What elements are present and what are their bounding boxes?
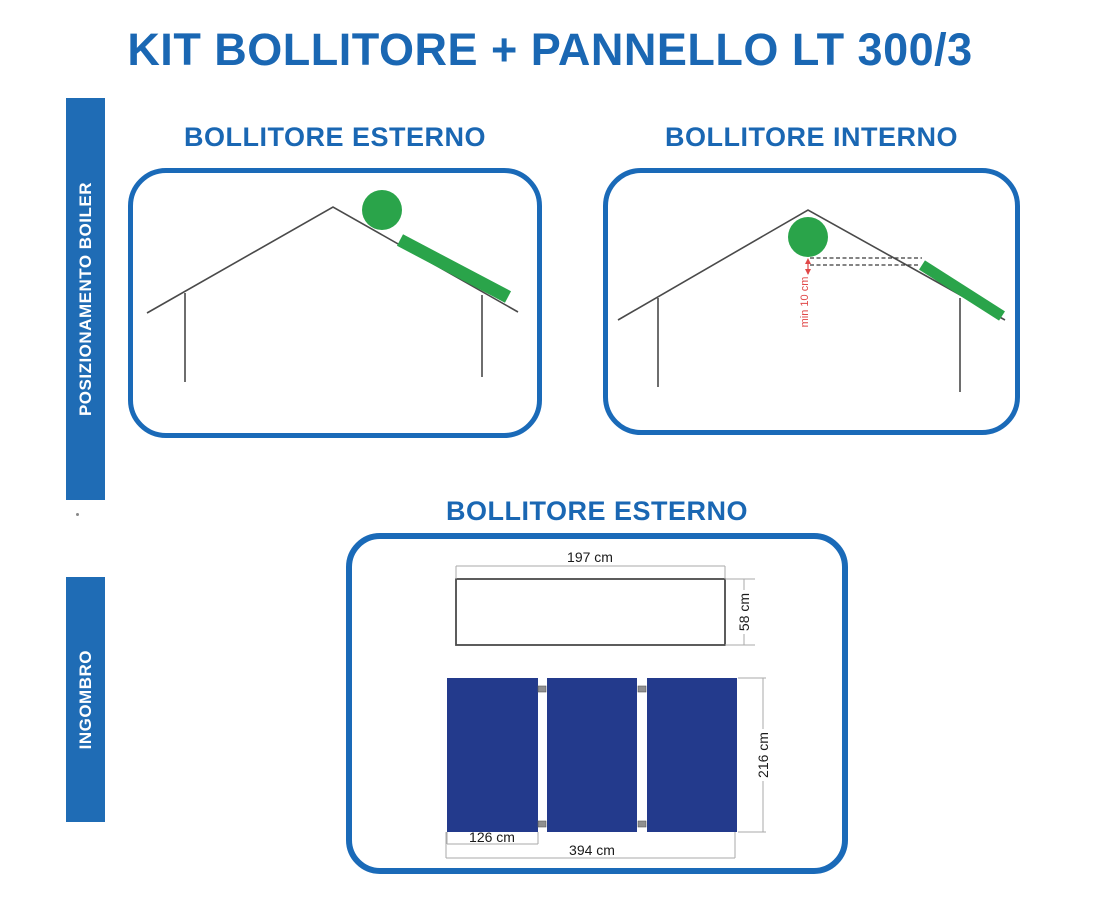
external-roof-diagram — [128, 168, 542, 438]
section-bar-footprint-label: INGOMBRO — [75, 649, 95, 750]
min-distance-label: min 10 cm — [799, 276, 811, 328]
section-bar-positioning — [66, 98, 105, 500]
section-bar-footprint — [66, 577, 105, 822]
collector-panel-2 — [547, 678, 637, 832]
boiler-tank-rect — [456, 579, 725, 645]
section-bar-positioning-label: POSIZIONAMENTO BOILER — [75, 181, 95, 417]
external-boiler-heading: BOLLITORE ESTERNO — [183, 122, 487, 152]
tank-height-label: 58 cm — [736, 592, 752, 632]
arrow-up-icon — [805, 258, 811, 264]
tank-width-label: 197 cm — [567, 549, 613, 565]
boiler-tank-circle — [362, 190, 402, 230]
roof-slopes — [147, 207, 518, 313]
footprint-diagram — [346, 533, 848, 874]
connector-clip — [638, 821, 646, 827]
small-dot-mark — [76, 513, 79, 516]
solar-collector-panel — [400, 240, 508, 297]
boiler-tank-circle — [788, 217, 828, 257]
single-panel-width-label: 126 cm — [469, 829, 515, 845]
collector-panel-1 — [447, 678, 538, 832]
page-title: KIT BOLLITORE + PANNELLO LT 300/3 — [127, 24, 973, 75]
min-distance-dimension — [799, 258, 811, 327]
internal-roof-diagram — [603, 168, 1020, 435]
connector-clip — [538, 686, 546, 692]
collector-panel-3 — [647, 678, 737, 832]
internal-boiler-heading: BOLLITORE INTERNO — [664, 122, 958, 152]
arrow-down-icon — [805, 269, 811, 275]
footprint-heading: BOLLITORE ESTERNO — [445, 496, 749, 526]
tank-width-dimension-lines — [456, 566, 725, 579]
total-width-label: 394 cm — [569, 842, 615, 858]
roof-outline — [147, 207, 518, 382]
connector-clip — [638, 686, 646, 692]
panel-height-label: 216 cm — [755, 732, 771, 778]
connector-clip — [538, 821, 546, 827]
solar-collector-panel — [922, 265, 1002, 316]
collector-panels-group — [447, 678, 737, 832]
